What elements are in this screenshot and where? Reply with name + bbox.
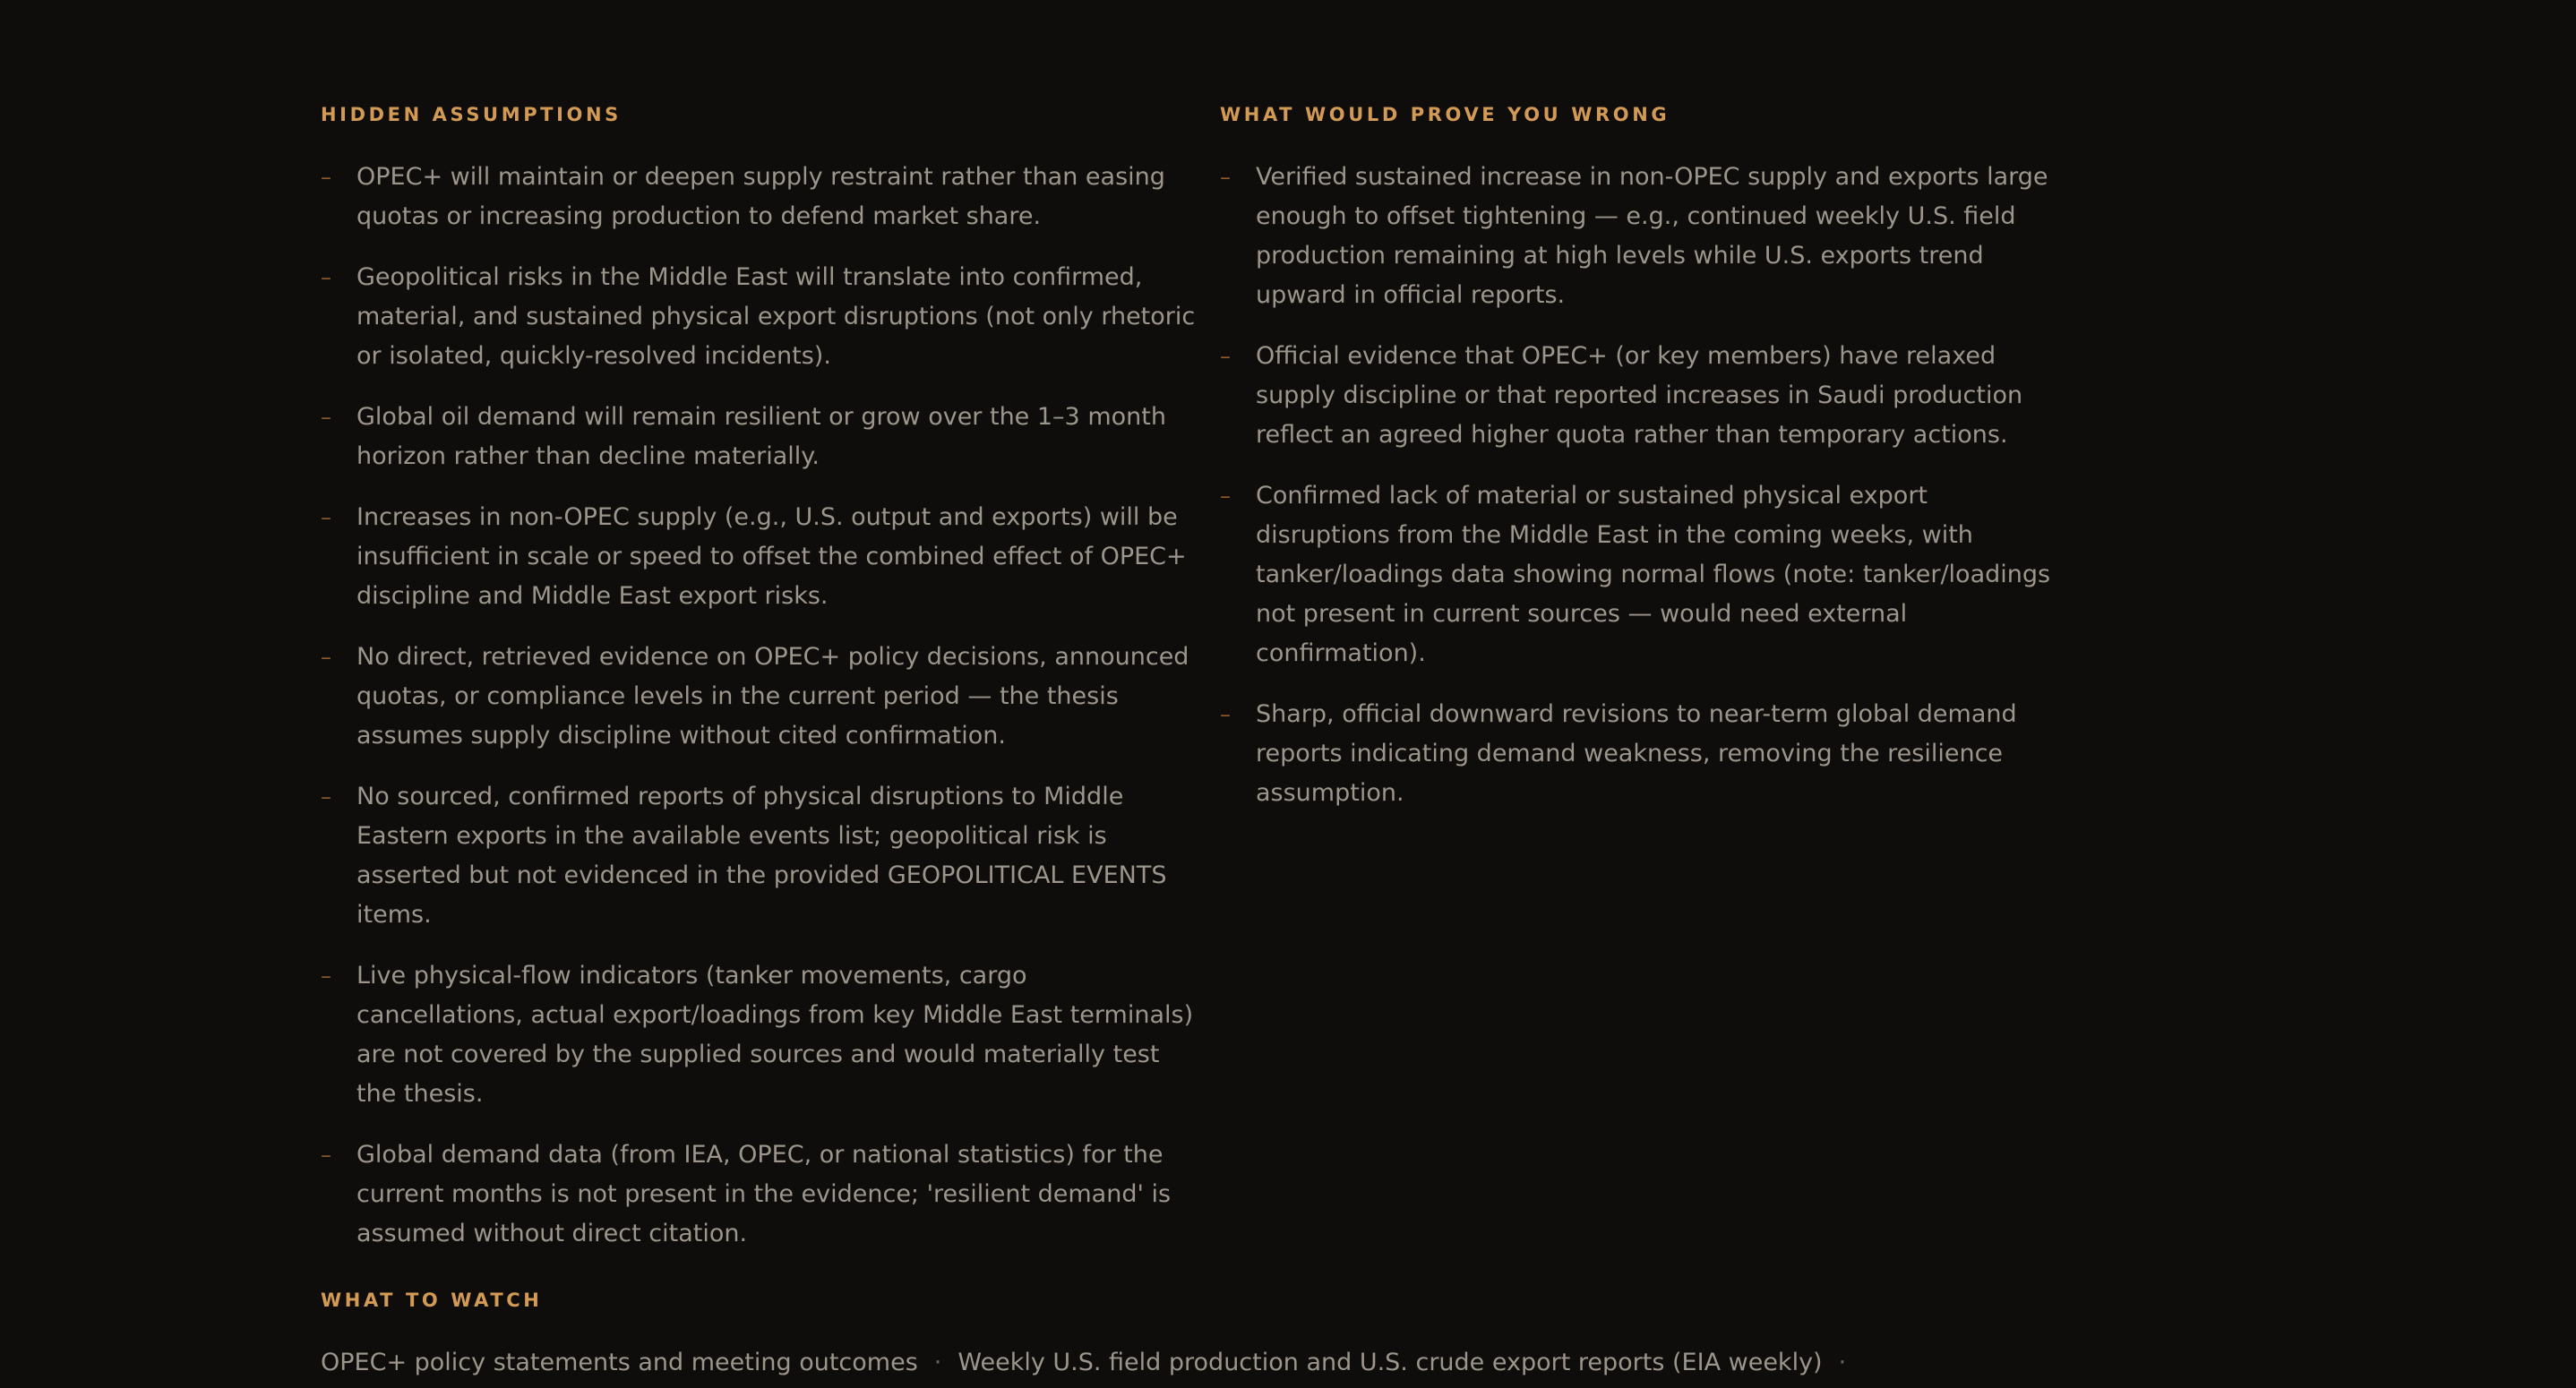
list-item — [1220, 337, 2058, 455]
hidden-assumptions-section — [321, 102, 1220, 1275]
what-to-watch-heading: WHAT TO WATCH — [321, 1289, 543, 1311]
list-item — [321, 1135, 1220, 1254]
prove-wrong-list — [1220, 158, 2058, 813]
dash-bullet-icon: – — [321, 265, 331, 290]
dash-bullet-icon: – — [1220, 344, 1231, 369]
list-item — [321, 777, 1220, 935]
list-item-text: Verified sustained increase in non-OPEC supply and exports large enough to offset tightening — e.g., continued weekly U.S. field production remaining at high levels while U.S. exports trend upward in official reports. — [1256, 163, 2048, 309]
dash-bullet-icon: – — [321, 964, 331, 989]
list-item-text: Sharp, official downward revisions to near-term global demand reports indicating demand weakness, removing the resilience assumption. — [1256, 700, 2017, 807]
dash-bullet-icon: – — [321, 645, 331, 670]
list-item — [321, 956, 1220, 1114]
hidden-assumptions-heading: HIDDEN ASSUMPTIONS — [321, 104, 622, 125]
dash-bullet-icon: – — [321, 1143, 331, 1168]
dash-bullet-icon: – — [321, 784, 331, 810]
dash-bullet-icon: – — [1220, 165, 1231, 190]
prove-wrong-section — [1220, 102, 2058, 1275]
list-item — [321, 158, 1220, 236]
list-item — [321, 498, 1220, 616]
list-item-text: Global demand data (from IEA, OPEC, or national statistics) for the current months is not present in the evidence; 'resilient demand' is assumed without direct citation. — [356, 1141, 1172, 1247]
list-item-text: Live physical-flow indicators (tanker movements, cargo cancellations, actual export/loadings from key Middle East terminals) are not covered by the supplied sources and would materially test the thesis. — [356, 962, 1194, 1108]
list-item-text: OPEC+ will maintain or deepen supply restraint rather than easing quotas or increasing production to defend market share. — [356, 163, 1165, 230]
dash-bullet-icon: – — [321, 505, 331, 530]
watch-item: OPEC+ policy statements and meeting outcomes — [321, 1349, 918, 1376]
list-item-text: Official evidence that OPEC+ (or key members) have relaxed supply discipline or that reported increases in Saudi production reflect an agreed higher quota rather than temporary actions. — [1256, 342, 2023, 449]
list-item-text: No direct, retrieved evidence on OPEC+ policy decisions, announced quotas, or compliance levels in the current period — the thesis assumes supply discipline without cited confirmation. — [356, 643, 1189, 750]
list-item — [321, 638, 1220, 756]
dash-bullet-icon: – — [321, 165, 331, 190]
list-item-text: Global oil demand will remain resilient or grow over the 1–3 month horizon rather than decline materially. — [356, 403, 1166, 470]
list-item — [1220, 476, 2058, 673]
watch-items-row — [321, 1343, 2291, 1383]
list-item — [1220, 695, 2058, 813]
what-to-watch-section — [321, 1288, 2291, 1383]
list-item — [321, 258, 1220, 376]
dash-bullet-icon: – — [1220, 484, 1231, 509]
dash-bullet-icon: – — [1220, 702, 1231, 727]
list-item — [1220, 158, 2058, 315]
hidden-assumptions-list — [321, 158, 1220, 1254]
list-item-text: Confirmed lack of material or sustained physical export disruptions from the Middle East in the coming weeks, with tanker/loadings data showing normal flows (note: tanker/loadings not present in current sources — would need external confirmation). — [1256, 482, 2051, 667]
separator-dot-icon: · — [1838, 1349, 1847, 1376]
separator-dot-icon: · — [933, 1349, 942, 1376]
prove-wrong-heading: WHAT WOULD PROVE YOU WRONG — [1220, 104, 1670, 125]
dash-bullet-icon: – — [321, 405, 331, 430]
analysis-columns — [321, 102, 2058, 1275]
watch-item: Weekly U.S. field production and U.S. crude export reports (EIA weekly) — [957, 1349, 1823, 1376]
list-item — [321, 398, 1220, 476]
list-item-text: Geopolitical risks in the Middle East will translate into confirmed, material, and sustained physical export disruptions (not only rhetoric or isolated, quickly-resolved incidents). — [356, 263, 1196, 370]
list-item-text: No sourced, confirmed reports of physical disruptions to Middle Eastern exports in the available events list; geopolitical risk is asserted but not evidenced in the provided GEOPOLITICAL EVENTS items. — [356, 783, 1167, 929]
list-item-text: Increases in non-OPEC supply (e.g., U.S. output and exports) will be insufficient in scale or speed to offset the combined effect of OPEC+ discipline and Middle East export risks. — [356, 503, 1187, 610]
